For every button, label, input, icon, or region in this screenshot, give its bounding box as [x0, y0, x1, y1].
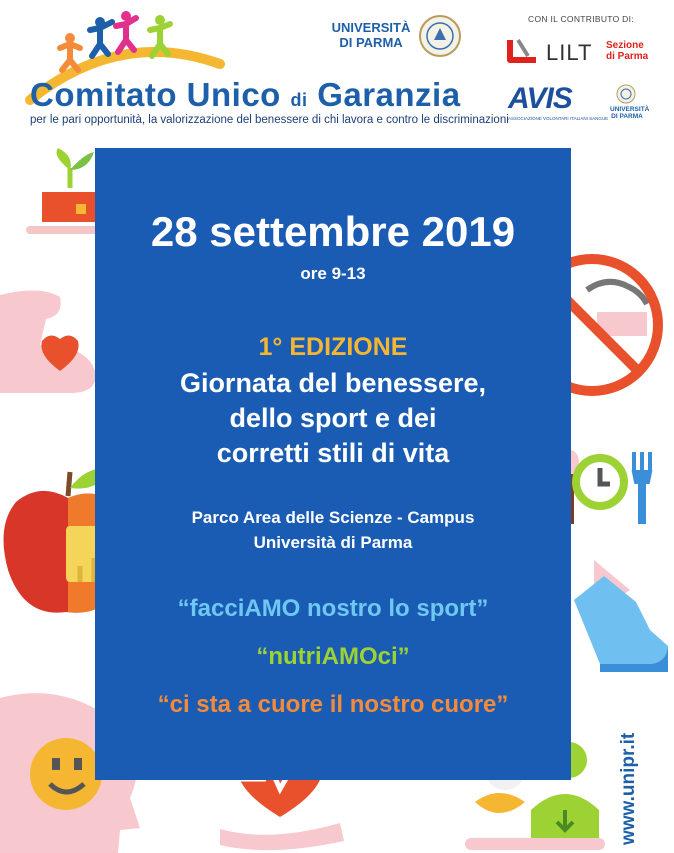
avis-university: [610, 106, 650, 120]
committee-word: di: [290, 90, 308, 110]
website-link[interactable]: www.unipr.it: [618, 732, 639, 845]
event-time: ore 9-13: [300, 264, 366, 283]
clock-cutlery-icon: [560, 448, 660, 528]
committee-word: Garanzia: [317, 76, 461, 113]
event-venue-line: Università di Parma: [253, 533, 413, 552]
university-logo-text: [330, 20, 412, 50]
lilt-logo: [506, 34, 666, 74]
committee-word: Unico: [186, 76, 281, 113]
event-venue-line: Parco Area delle Scienze - Campus: [191, 508, 475, 527]
university-seal-icon: [616, 84, 636, 104]
event-date: 28 settembre 2019: [150, 208, 516, 255]
slogan-food: “nutriAMOci”: [256, 643, 410, 670]
committee-title: [30, 76, 461, 114]
event-title-line: corretti stili di vita: [216, 438, 450, 468]
event-venue: [95, 505, 571, 555]
arm-heart-icon: [0, 285, 100, 395]
avis-university-line: DI PARMA: [611, 113, 643, 120]
lilt-section-line: di Parma: [606, 51, 649, 62]
university-line: UNIVERSITÀ: [331, 20, 411, 35]
slogan-sport: “facciAMO nostro lo sport”: [177, 595, 489, 622]
avis-subtitle: ASSOCIAZIONE VOLONTARI ITALIANI SANGUE: [508, 116, 609, 121]
lilt-section: [606, 40, 648, 62]
event-title: [95, 366, 571, 471]
committee-tagline: per le pari opportunità, la valorizzazione del benessere di chi lavora e contro le discriminazioni: [30, 114, 509, 126]
slogan-heart: “ci sta a cuore il nostro cuore”: [157, 691, 509, 718]
event-edition: 1° EDIZIONE: [258, 333, 408, 361]
lilt-icon: [506, 36, 540, 66]
committee-word: Comitato: [30, 76, 177, 113]
avis-logo: [506, 82, 666, 124]
contribution-label: CON IL CONTRIBUTO DI:: [528, 14, 634, 24]
avis-university-line: UNIVERSITÀ: [610, 106, 650, 113]
lilt-section-line: Sezione: [606, 40, 644, 51]
event-title-line: dello sport e dei: [229, 403, 437, 433]
event-title-line: Giornata del benessere,: [179, 368, 487, 398]
university-seal-icon: [418, 14, 462, 58]
university-line: DI PARMA: [339, 35, 403, 50]
lilt-name: LILT: [546, 40, 593, 65]
avis-name: AVIS: [508, 82, 572, 115]
